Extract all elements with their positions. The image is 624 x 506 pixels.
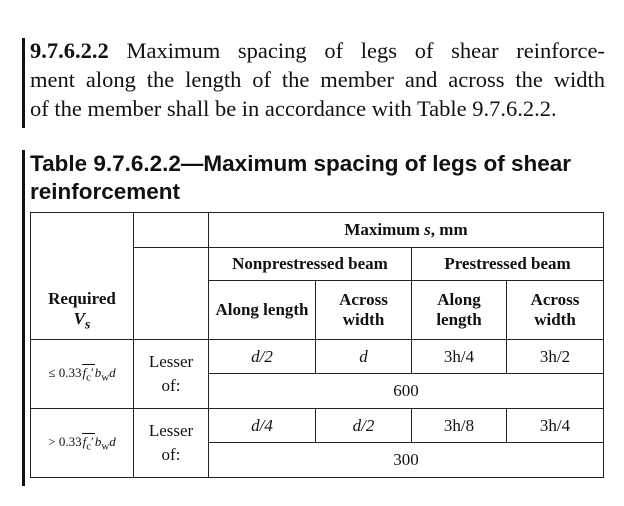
nonprestressed-header: Nonprestressed beam [209,248,412,281]
across-width-header: Across width [507,281,604,340]
header-row [31,213,604,248]
spacing-table [30,212,604,478]
required-vs-header: Required $V_s$ [31,213,134,340]
table-title: Table 9.7.6.2.2—Maximum spacing of legs of shear reinforcement [30,151,572,204]
p-across-value: 3h/4 [507,409,604,443]
paragraph-line [30,36,605,65]
p-along-value: 3h/4 [412,340,507,374]
lesser-of-label: Lesser of: [134,340,209,409]
vs-condition-low: ≤ $0.33f_c'b_wd$ [31,340,134,409]
blank-header-cell [134,248,209,340]
blank-header-cell [134,213,209,248]
np-across-value: d/2 [316,409,412,443]
provision-paragraph [30,36,605,123]
table-row [31,409,604,443]
lesser-of-label: Lesser of: [134,409,209,478]
absolute-limit: 300 [209,443,604,478]
along-length-header: Along length [412,281,507,340]
np-along-value: d/4 [209,409,316,443]
prestressed-header: Prestressed beam [412,248,604,281]
across-width-header: Across width [316,281,412,340]
section-number: 9.7.6.2.2 [30,38,109,63]
paragraph-line: of the member shall be in accordance with Table 9.7.6.2.2. [30,96,557,121]
np-across-value: d [316,340,412,374]
vs-symbol: V [73,308,85,328]
along-length-header: Along length [209,281,316,340]
p-across-value: 3h/2 [507,340,604,374]
margin-change-bar [22,150,25,486]
table-row [31,340,604,374]
np-along-value: d/2 [209,340,316,374]
margin-change-bar [22,38,25,128]
required-label: Required [48,288,116,308]
paragraph-text: Maximum spacing of legs of shear reinforce- [108,38,605,63]
paragraph-line: ment along the length of the member and across the width [30,67,605,92]
p-along-value: 3h/8 [412,409,507,443]
max-spacing-header: Maximum s, mm [209,213,604,248]
absolute-limit: 600 [209,374,604,409]
vs-condition-high: > $0.33f_c'b_wd$ [31,409,134,478]
